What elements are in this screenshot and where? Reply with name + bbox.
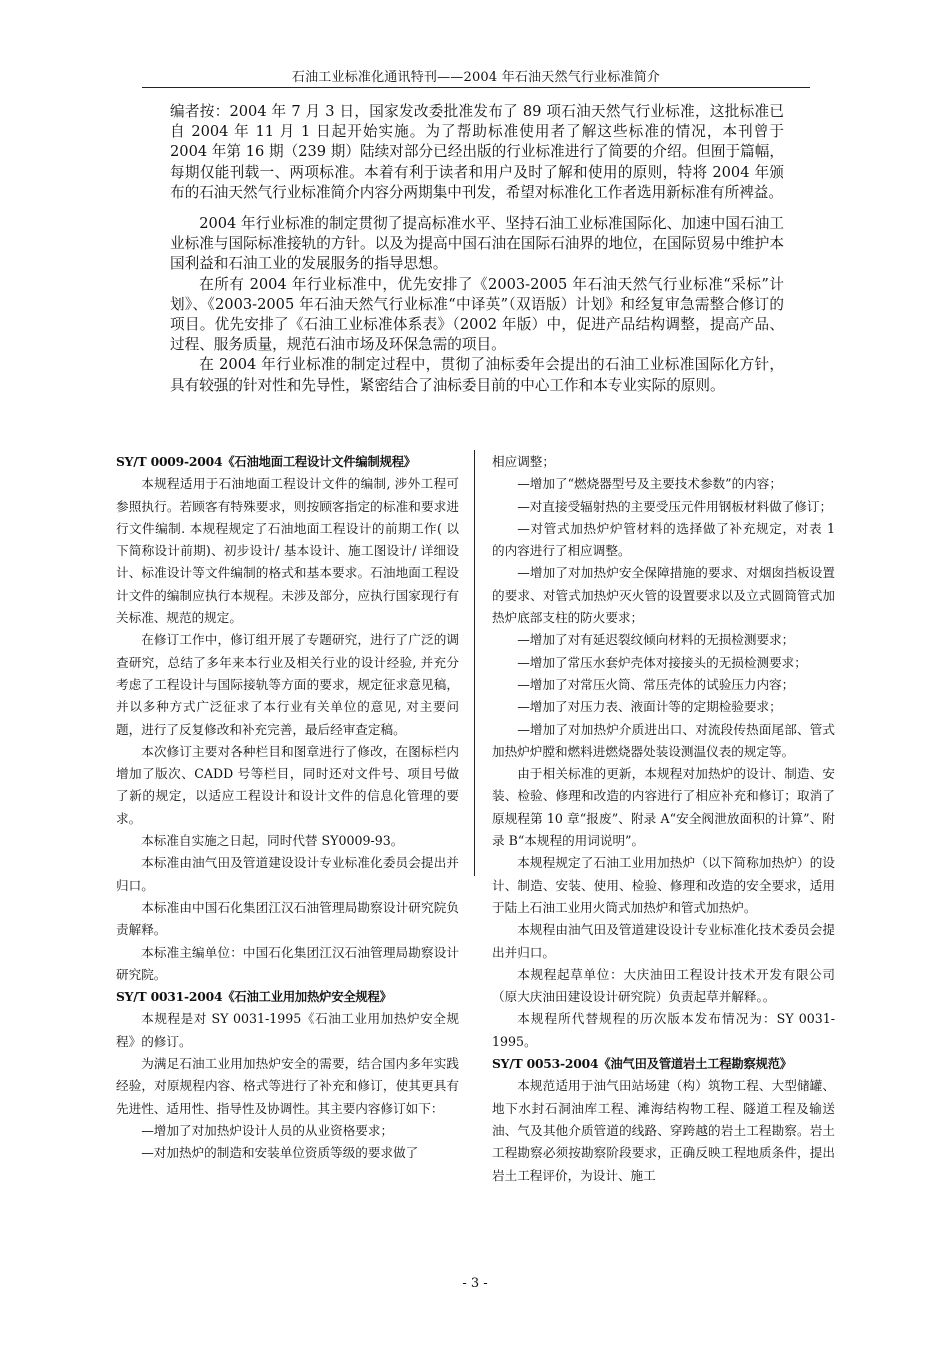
body-paragraph: 本规程规定了石油工业用加热炉（以下简称加热炉）的设计、制造、安装、使用、检验、修理和改造的安全要求，适用于陆上石油工业用火筒式加热炉和管式加热炉。 xyxy=(492,855,835,915)
right-column xyxy=(492,451,835,1187)
body-paragraph: 本标准主编单位：中国石化集团江汉石油管理局勘察设计研究院。 xyxy=(116,944,459,982)
body-paragraph: 本标准由油气田及管道建设设计专业标准化委员会提出并归口。 xyxy=(116,855,459,893)
body-paragraph: 本标准自实施之日起，同时代替 SY0009-93。 xyxy=(141,833,404,849)
intro-paragraph: 在所有 2004 年行业标准中，优先安排了《2003-2005 年石油天然气行业标准“采标”计划》、《2003-2005 年石油天然气行业标准“中译英”（双语版）计划》和经复审急需整合修订的项目。优先安排了《石油工业标准体系表》（2002 年版）中，促进产品结构调整，提高产品、过程、服务质量，规范石油市场及环保急需的项目。 xyxy=(170,275,784,354)
intro-paragraph: 2004 年行业标准的制定贯彻了提高标准水平、坚持石油工业标准国际化、加速中国石油工业标准与国际标准接轨的方针。以及为提高中国石油在国际石油界的地位，在国际贸易中维护本国利益和石油工业的发展服务的指导思想。 xyxy=(170,215,784,273)
header-rule xyxy=(142,87,810,88)
continued-text: 相应调整； xyxy=(492,454,555,469)
editor-note-section xyxy=(170,102,784,396)
body-paragraph: 由于相关标准的更新，本规程对加热炉的设计、制造、安装、检验、修理和改造的内容进行了相应补充和修订；取消了原规程第 10 章“报废”、附录 A“安全阀泄放面积的计算”、附录 B“本规程的用词说明”。 xyxy=(492,766,835,849)
body-paragraph: —增加了对常压火筒、常压壳体的试验压力内容； xyxy=(517,676,795,692)
body-paragraph: —增加了对压力表、液面计等的定期检验要求； xyxy=(517,699,782,715)
body-paragraph: 本规范适用于油气田站场建（构）筑物工程、大型储罐、地下水封石洞油库工程、滩海结构物工程、隧道工程及输送油、气及其他介质管道的线路、穿跨越的岩土工程勘察。岩土工程勘察必须按勘察阶段要求，正确反映工程地质条件，提出岩土工程评价，为设计、施工 xyxy=(492,1078,835,1183)
intro-paragraph: 在 2004 年行业标准的制定过程中，贯彻了油标委年会提出的石油工业标准国际化方针，具有较强的针对性和先导性，紧密结合了油标委目前的中心工作和本专业实际的原则。 xyxy=(170,356,784,394)
body-paragraph: —增加了对加热炉介质进出口、对流段传热面尾部、管式加热炉炉膛和燃料进燃烧器处装设测温仪表的规定等。 xyxy=(492,721,835,759)
left-column xyxy=(116,451,459,1165)
body-paragraph: —对管式加热炉炉管材料的选择做了补充规定，对表 1 的内容进行了相应调整。 xyxy=(492,520,835,559)
body-paragraph: —对加热炉的制造和安装单位资质等级的要求做了 xyxy=(141,1145,419,1161)
standard-title: SY/T 0053-2004《油气田及管道岩土工程勘察规范》 xyxy=(492,1056,792,1072)
column-divider xyxy=(474,450,475,876)
body-paragraph: —增加了对有延迟裂纹倾向材料的无损检测要求； xyxy=(517,632,795,648)
body-paragraph: 本规程所代替规程的历次版本发布情况为：SY 0031-1995。 xyxy=(492,1011,835,1049)
body-paragraph: —对直接受辐射热的主要受压元件用钢板材料做了修订； xyxy=(517,498,833,514)
body-paragraph: 本规程适用于石油地面工程设计文件的编制, 涉外工程可参照执行。若顾客有特殊要求，则按顾客指定的标准和要求进行文件编制. 本规程规定了石油地面工程设计的前期工作( 以下简称设计前期)、初步设计/ 基本设计、施工图设计/ 详细设计、标准设计等文件编制的格式和基本要求。石油地面工程设计文件的编制应执行本规程。未涉及部分，应执行国家现行有关标准、规范的规定。 xyxy=(116,476,459,626)
body-paragraph: 本规程由油气田及管道建设设计专业标准化技术委员会提出并归口。 xyxy=(492,922,835,960)
standard-title: SY/T 0031-2004《石油工业用加热炉安全规程》 xyxy=(116,989,392,1005)
editor-note-paragraph: 编者按：2004 年 7 月 3 日，国家发改委批准发布了 89 项石油天然气行业标准，这批标准已自 2004 年 11 月 1 日起开始实施。为了帮助标准使用者了解这些标准的情况，本刊曾于 2004 年第 16 期（239 期）陆续对部分已经出版的行业标准进行了简要的介绍。但囿于篇幅，每期仅能刊载一、两项标准。本着有利于读者和用户及时了解和使用的原则，特将 2004 年颁布的石油天然气行业标准简介内容分两期集中刊发，希望对标准化工作者选用新标准有所裨益。 xyxy=(170,103,784,201)
body-paragraph: —增加了常压水套炉壳体对接接头的无损检测要求； xyxy=(517,654,807,670)
standard-title: SY/T 0009-2004《石油地面工程设计文件编制规程》 xyxy=(116,454,416,469)
body-paragraph: 本次修订主要对各种栏目和图章进行了修改，在图标栏内增加了版次、CADD 号等栏目，同时还对文件号、项目号做了新的规定，以适应工程设计和设计文件的信息化管理的要求。 xyxy=(116,743,459,826)
body-paragraph: 本标准由中国石化集团江汉石油管理局勘察设计研究院负责解释。 xyxy=(116,899,459,938)
body-paragraph: 本规程起草单位：大庆油田工程设计技术开发有限公司（原大庆油田建设设计研究院）负责起草并解释。。 xyxy=(492,966,835,1005)
body-paragraph: 在修订工作中，修订组开展了专题研究，进行了广泛的调查研究，总结了多年来本行业及相关行业的设计经验, 并充分考虑了工程设计与国际接轨等方面的要求，规定征求意见稿，并以多种方式广泛征求了本行业有关单位的意见, 对主要问题，进行了反复修改和补充完善，最后经审查定稿。 xyxy=(116,632,459,737)
body-paragraph: 为满足石油工业用加热炉安全的需要，结合国内多年实践经验，对原规程内容、格式等进行了补充和修订，使其更具有先进性、适用性、指导性及协调性。其主要内容修订如下： xyxy=(116,1056,459,1116)
body-paragraph: —增加了对加热炉安全保障措施的要求、对烟囱挡板设置的要求、对管式加热炉灭火管的设置要求以及立式圆筒管式加热炉底部支柱的防火要求； xyxy=(492,565,835,626)
body-paragraph: 本规程是对 SY 0031-1995《石油工业用加热炉安全规程》的修订。 xyxy=(116,1011,459,1049)
body-paragraph: —增加了对加热炉设计人员的从业资格要求； xyxy=(141,1122,394,1138)
page-number: - 3 - xyxy=(462,1276,488,1291)
body-paragraph: —增加了“燃烧器型号及主要技术参数”的内容； xyxy=(517,476,782,492)
running-header: 石油工业标准化通讯特刊——2004 年石油天然气行业标准简介 xyxy=(291,70,661,85)
